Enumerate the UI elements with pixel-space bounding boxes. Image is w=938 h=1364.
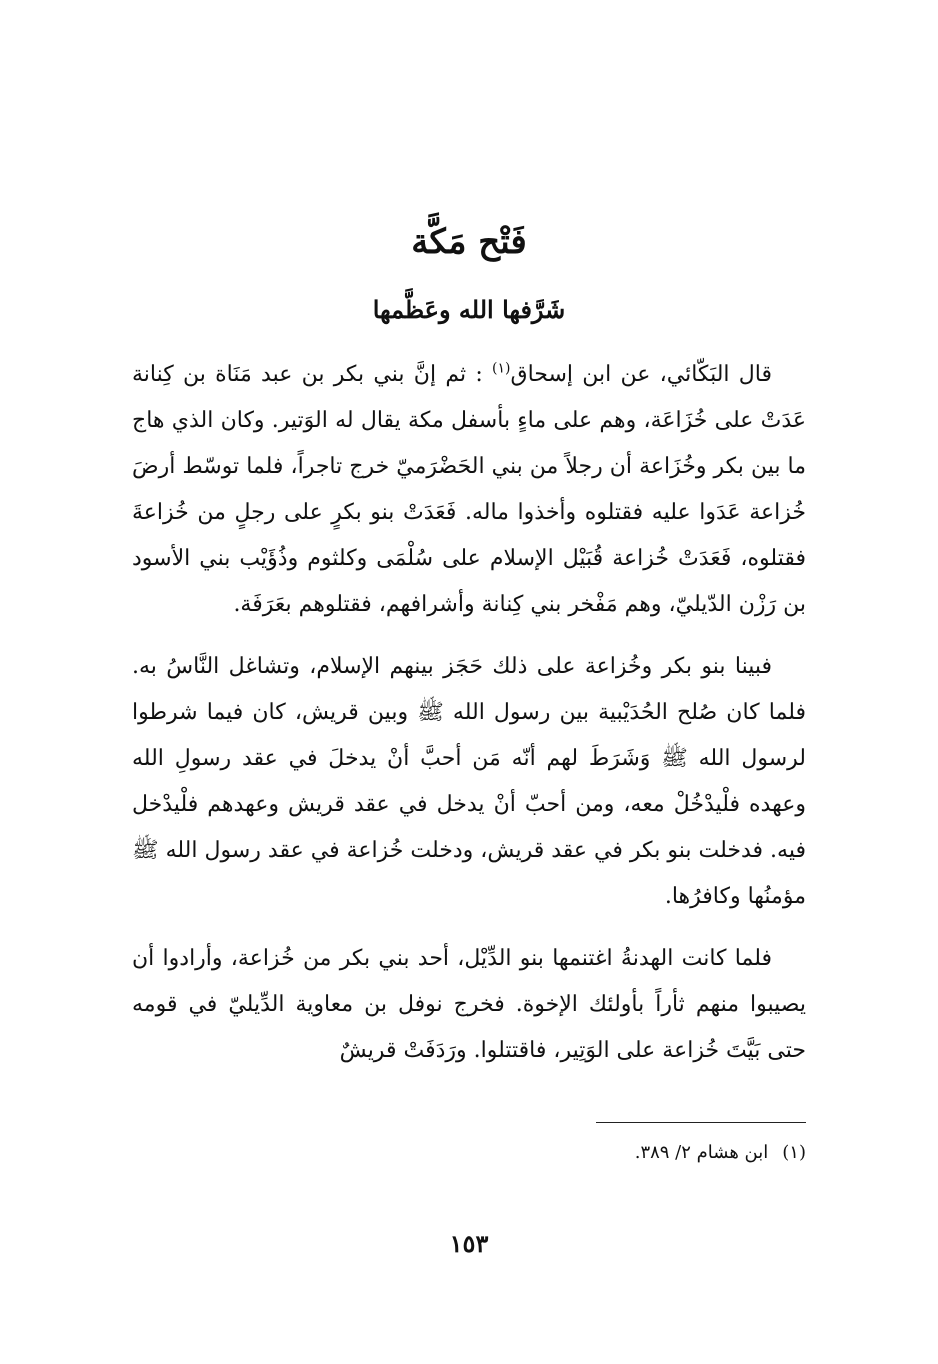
chapter-subtitle: شَرَّفها الله وعَظَّمها — [372, 295, 566, 324]
footnote-marker: (١) — [782, 1142, 806, 1163]
paragraph-1-text: : ثم إنَّ بني بكر بن عبد مَنَاة بن كِنانة عَدَتْ على خُزَاعَة، وهم على ماءٍ بأسفل مكة يقال له الوَتير. وكان الذي هاج ما بين بكر وخُزَاعة أن رجلاً من بني الحَضْرَميّ خرج تاجراً، فلما توسّط أرضَ خُزاعة عَدَوا عليه فقتلوه وأخذوا ماله. فَعَدَتْ بنو بكرٍ على رجلٍ من خُزاعةَ فقتلوه، فَعَدَتْ خُزاعة قُبَيْل الإسلام على سُلْمَى وكلثوم وذُؤَيْب بني الأسود بن رَزْن الدّيليّ، وهم مَفْخر بني كِنانة وأشرافهم، فقتلوهم بعَرَفَة. — [132, 362, 806, 617]
chapter-title: فَتْح مَكَّة — [411, 222, 527, 262]
paragraph-1 — [132, 352, 806, 628]
body-text — [132, 352, 806, 1090]
footnote-reference: (١) — [492, 360, 511, 377]
footnote-divider — [596, 1122, 806, 1123]
paragraph-3: فلما كانت الهدنةُ اغتنمها بنو الدِّيْل، أحد بني بكر من خُزاعة، وأرادوا أن يصيبوا منهم ثأراً بأولئك الإخوة. فخرج نوفل بن معاوية الدِّيليّ في قومه حتى بَيَّتَ خُزاعة على الوَتِير، فاقتتلوا. ورَدَفَتْ قريشٌ — [132, 946, 806, 1063]
footnote-text: ابن هشام ٢/ ٣٨٩. — [634, 1142, 769, 1163]
footnote — [132, 1138, 806, 1168]
paragraph-2: فبينا بنو بكر وخُزاعة على ذلك حَجَز بينهم الإسلام، وتشاغل النَّاسُ به. فلما كان صُلح الحُدَيْبية بين رسول الله ﷺ وبين قريش، كان فيما شرطوا لرسول الله ﷺ وَشَرَطَ لهم أنّه مَن أحبَّ أنْ يدخلَ في عقد رسولِ الله وعهده فلْيدْخُلْ معه، ومن أحبّ أنْ يدخل في عقد قريش وعهدهم فلْيدْخل فيه. فدخلت بنو بكر في عقد قريش، ودخلت خُزاعة في عقد رسول الله ﷺ مؤمنُها وكافرُها. — [132, 654, 806, 909]
page-number: ١٥٣ — [449, 1229, 489, 1258]
paragraph-1-opening: قال البَكّائي، عن ابن إسحاق — [510, 362, 773, 387]
